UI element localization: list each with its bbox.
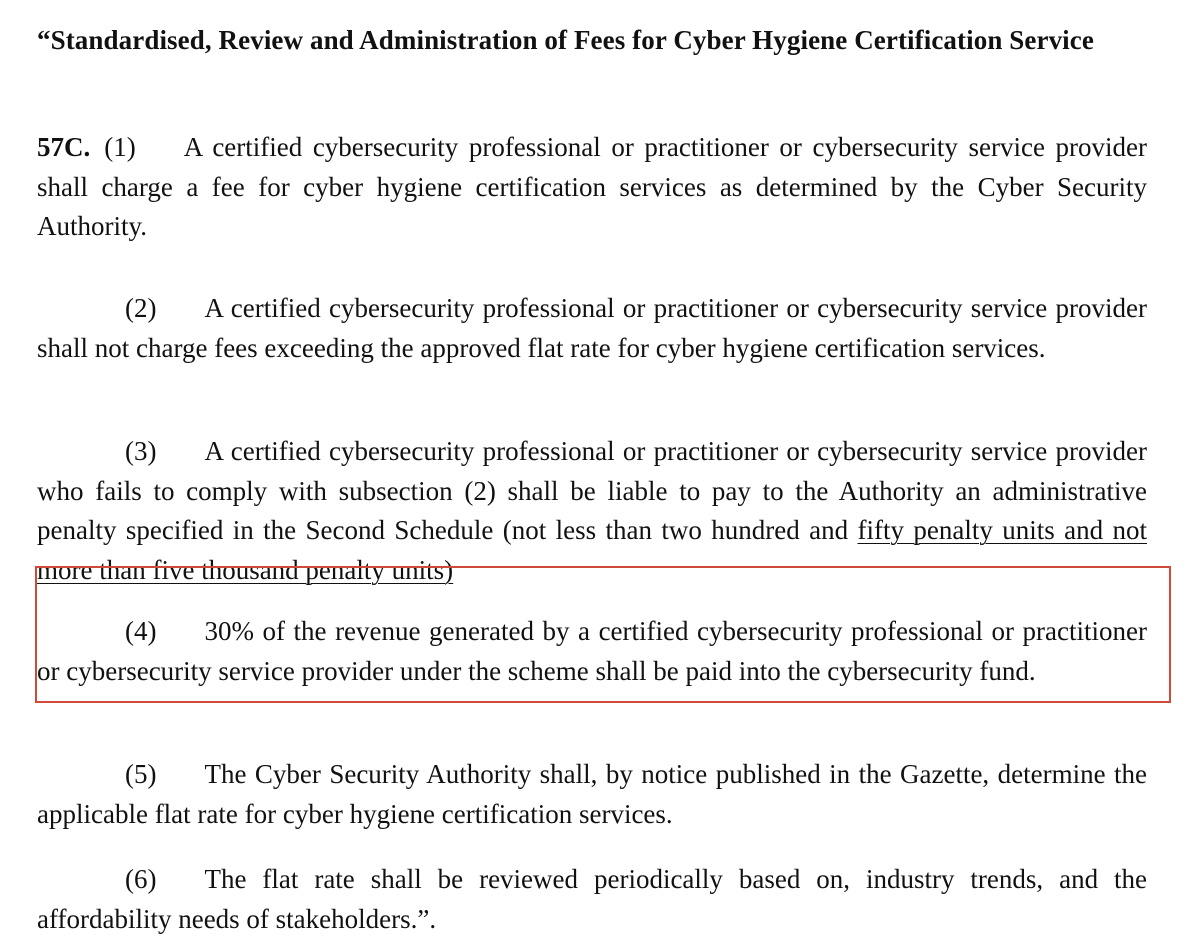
section-heading: “Standardised, Review and Administration of Fees for Cyber Hygiene Certification Service [37, 25, 1094, 55]
section-number: 57C. [37, 132, 91, 162]
subsection-text: The Cyber Security Authority shall, by notice published in the Gazette, determine the applicable flat rate for cyber hygiene certification services. [37, 759, 1147, 829]
document-page [37, 22, 1147, 934]
subsection-label: (2) [125, 293, 157, 323]
subsection-text: A certified cybersecurity professional or practitioner or cybersecurity service provider who fails to comply with subsection (2) shall be liable to pay to the Authority an administrative penalty specified in the Second Schedule (not less than two hundred and [37, 436, 1147, 545]
subsection-1 [37, 128, 1147, 247]
subsection-text: 30% of the revenue generated by a certified cybersecurity professional or practitioner or cybersecurity service provider under the scheme shall be paid into the cybersecurity fund. [37, 616, 1147, 686]
subsection-2 [37, 289, 1147, 368]
subsection-text-underlined: fifty penalty units and not more than five thousand penalty units) [37, 515, 1147, 585]
subsection-label: (5) [125, 759, 157, 789]
subsection-label: (3) [125, 436, 157, 466]
subsection-label: (1) [104, 132, 136, 162]
highlight-box [35, 566, 1171, 703]
subsection-label: (6) [125, 864, 157, 894]
subsection-5 [37, 755, 1147, 834]
subsection-text: A certified cybersecurity professional or practitioner or cybersecurity service provider shall not charge fees exceeding the approved flat rate for cyber hygiene certification services. [37, 293, 1147, 363]
subsection-text: A certified cybersecurity professional or practitioner or cybersecurity service provider shall charge a fee for cyber hygiene certification services as determined by the Cyber Security Authority. [37, 132, 1147, 241]
subsection-label: (4) [125, 616, 157, 646]
subsection-text: The flat rate shall be reviewed periodically based on, industry trends, and the affordability needs of stakeholders.”. [37, 864, 1147, 934]
subsection-6 [37, 860, 1147, 939]
